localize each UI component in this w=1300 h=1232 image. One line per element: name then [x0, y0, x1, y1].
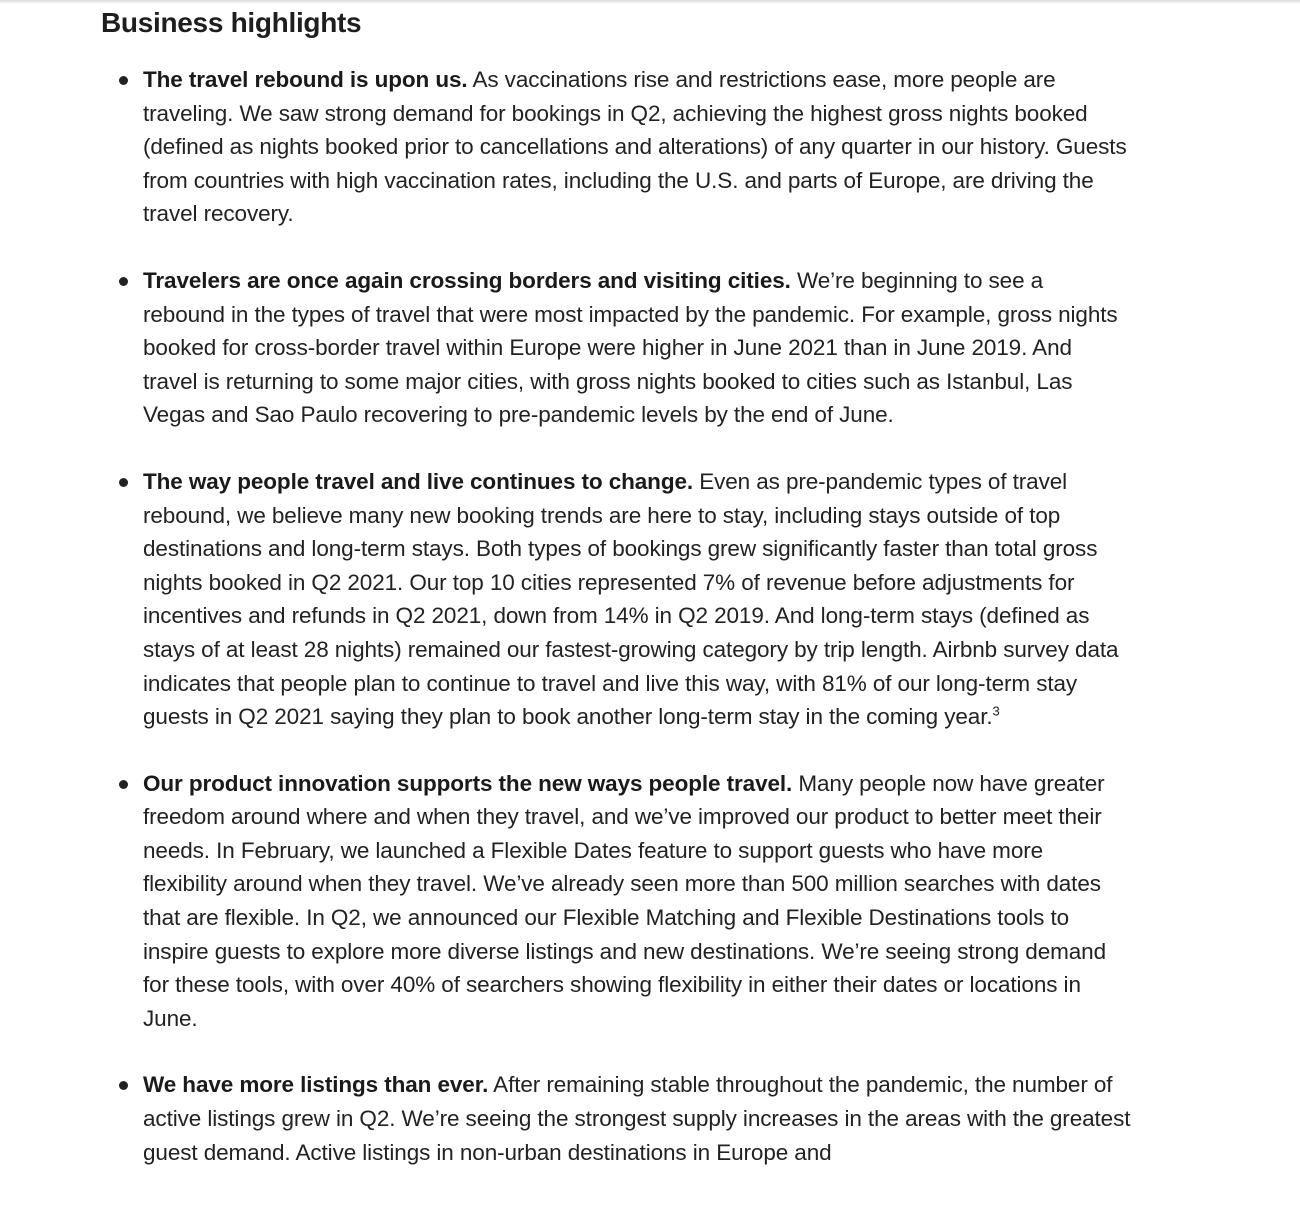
list-item — [101, 1068, 1131, 1169]
item-text: As vaccinations rise and restrictions ease, more people are traveling. We saw strong demand for bookings in Q2, achieving the highest gross nights booked (defined as nights booked prior to cancellations and alterations) of any quarter in our history. Guests from countries with high vaccination rates, including the U.S. and parts of Europe, are driving the travel recovery. — [143, 67, 1127, 227]
bullet-icon — [119, 478, 128, 487]
bullet-icon — [119, 277, 128, 286]
list-item — [101, 465, 1131, 734]
document-page — [101, 6, 1131, 1202]
item-lead: The travel rebound is upon us. — [143, 67, 468, 92]
footnote-marker: 3 — [992, 703, 1000, 719]
bullet-icon — [119, 1081, 128, 1090]
top-edge-shadow — [0, 0, 1300, 4]
item-lead: The way people travel and live continues to change. — [143, 468, 694, 494]
highlights-list — [101, 63, 1131, 1169]
item-text: Many people now have greater freedom around where and when they travel, and we’ve improved our product to better meet their needs. In February, we launched a Flexible Dates feature to support guests who have more flexibility around when they travel. We’ve already seen more than 500 million searches with dates that are flexible. In Q2, we announced our Flexible Matching and Flexible Destinations tools to inspire guests to explore more diverse listings and new destinations. We’re seeing strong demand for these tools, with over 40% of searchers showing flexibility in either their dates or locations in June. — [143, 770, 1107, 1031]
list-item — [101, 63, 1131, 231]
item-lead: Travelers are once again crossing borders and visiting cities. — [143, 267, 791, 293]
list-item — [101, 264, 1131, 432]
item-text: We’re beginning to see a rebound in the types of travel that were most impacted by the pandemic. For example, gross nights booked for cross-border travel within Europe were higher in June 2021 than in June 2019. And travel is returning to some major cities, with gross nights booked to cities such as Istanbul, Las Vegas and Sao Paulo recovering to pre-pandemic levels by the end of June. — [143, 267, 1118, 428]
item-text: After remaining stable throughout the pandemic, the number of active listings grew in Q2. We’re seeing the strongest supply increases in the areas with the greatest guest demand. Active listings in non-urban destinations in Europe and — [143, 1072, 1131, 1165]
item-text: Even as pre-pandemic types of travel rebound, we believe many new booking trends are here to stay, including stays outside of top destinations and long-term stays. Both types of bookings grew significantly faster than total gross nights booked in Q2 2021. Our top 10 cities represented 7% of revenue before adjustments for incentives and refunds in Q2 2021, down from 14% in Q2 2019. And long-term stays (defined as stays of at least 28 nights) remained our fastest-growing category by trip length. Airbnb survey data indicates that people plan to continue to travel and live this way, with 81% of our long-term stay guests in Q2 2021 saying they plan to book another long-term stay in the coming year. — [143, 468, 1119, 730]
bullet-icon — [119, 780, 128, 789]
item-lead: Our product innovation supports the new ways people travel. — [143, 770, 793, 796]
item-lead: We have more listings than ever. — [143, 1072, 489, 1098]
bullet-icon — [119, 76, 128, 85]
list-item — [101, 767, 1131, 1036]
section-heading: Business highlights — [101, 7, 362, 38]
